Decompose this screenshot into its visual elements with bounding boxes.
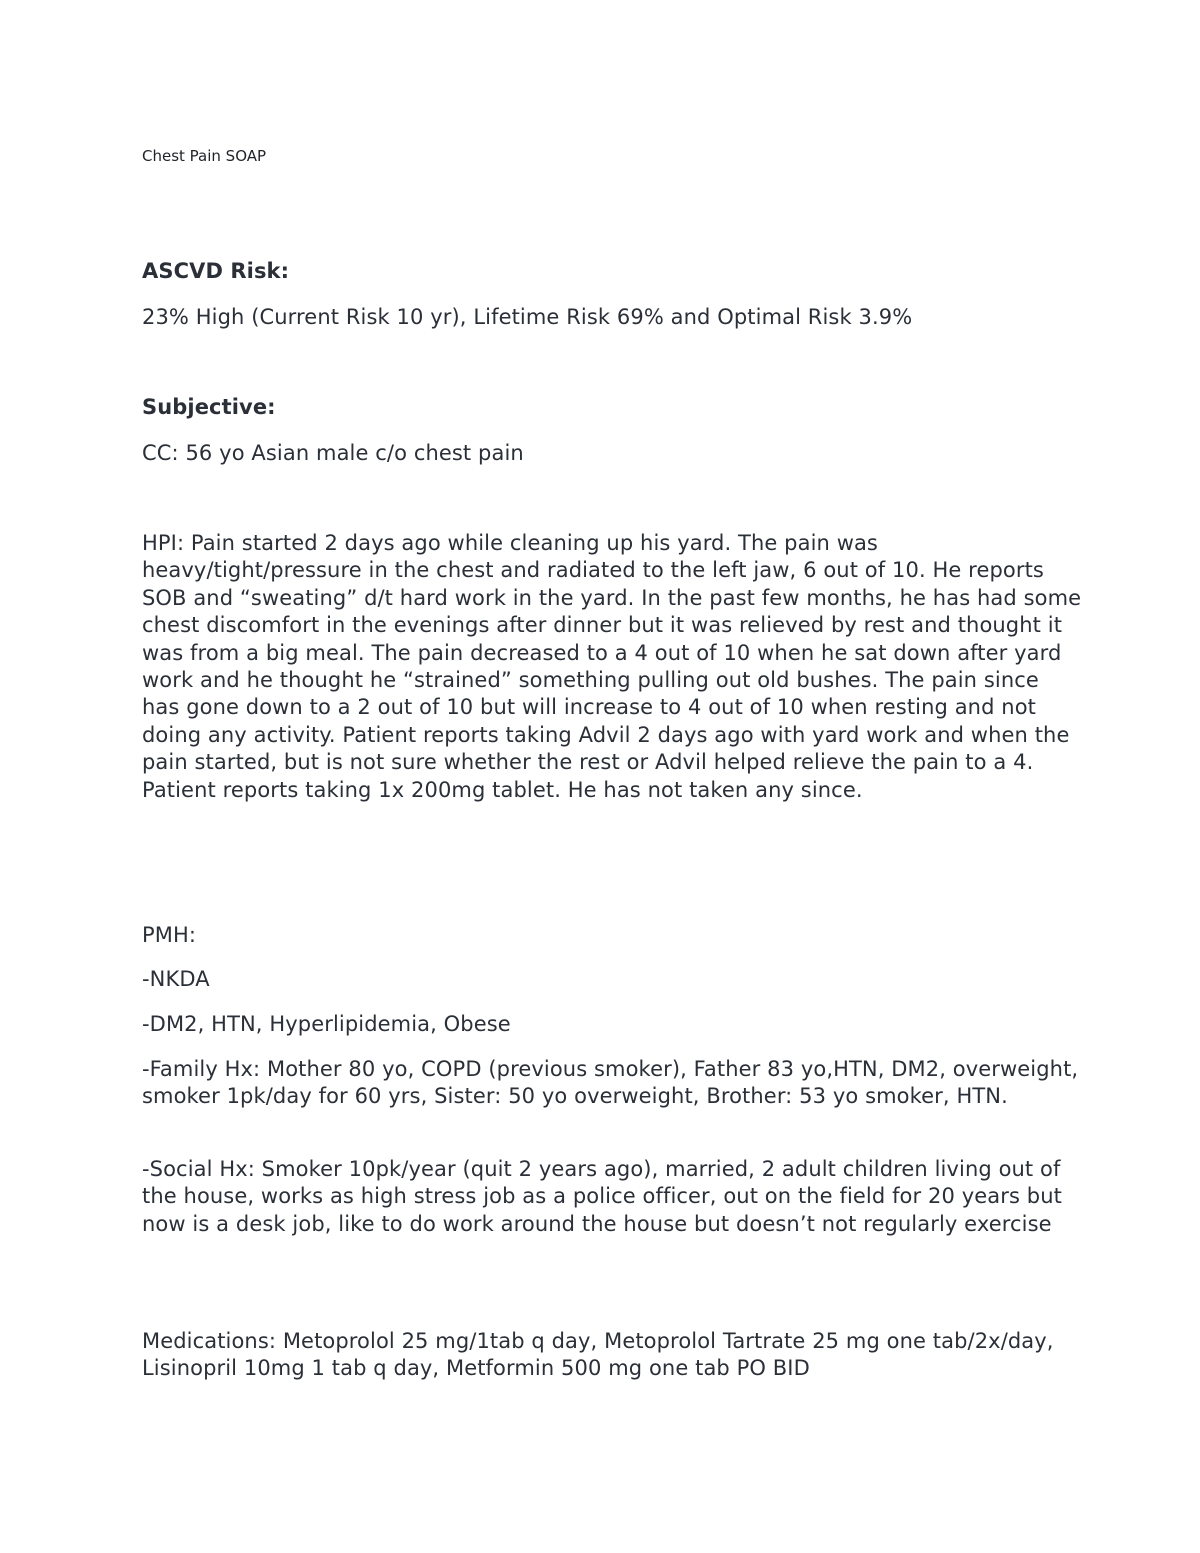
document-title: Chest Pain SOAP	[142, 147, 267, 165]
pmh-conditions: -DM2, HTN, Hyperlipidemia, Obese	[142, 1012, 511, 1036]
pmh-family-history: -Family Hx: Mother 80 yo, COPD (previous smoker), Father 83 yo,HTN, DM2, overweight, smoker 1pk/day for 60 yrs, Sister: 50 yo overweight, Brother: 53 yo smoker, HTN.	[142, 1057, 1079, 1109]
medications-paragraph: Medications: Metoprolol 25 mg/1tab q day, Metoprolol Tartrate 25 mg one tab/2x/day, Lisinopril 10mg 1 tab q day, Metformin 500 mg one tab PO BID	[142, 1329, 1054, 1381]
pmh-heading: PMH:	[142, 923, 197, 947]
ascvd-heading: ASCVD Risk:	[142, 259, 290, 283]
hpi-paragraph: HPI: Pain started 2 days ago while cleaning up his yard. The pain was heavy/tight/pressure in the chest and radiated to the left jaw, 6 out of 10. He reports SOB and “sweating” d/t hard work in the yard. In the past few months, he has had some chest discomfort in the evenings after dinner but it was relieved by rest and thought it was from a big meal. The pain decreased to a 4 out of 10 when he sat down after yard work and he thought he “strained” something pulling out old bushes. The pain since has gone down to a 2 out of 10 but will increase to 4 out of 10 when resting and not doing any activity. Patient reports taking Advil 2 days ago with yard work and when the pain started, but is not sure whether the rest or Advil helped relieve the pain to a 4. Patient reports taking 1x 200mg tablet. He has not taken any since.	[142, 531, 1082, 802]
chief-complaint: CC: 56 yo Asian male c/o chest pain	[142, 441, 524, 465]
pmh-social-history: -Social Hx: Smoker 10pk/year (quit 2 years ago), married, 2 adult children living out of the house, works as high stress job as a police officer, out on the field for 20 years but now is a desk job, like to do work around the house but doesn’t not regularly exercise	[142, 1157, 1062, 1236]
pmh-allergies: -NKDA	[142, 967, 210, 991]
ascvd-risk-text: 23% High (Current Risk 10 yr), Lifetime Risk 69% and Optimal Risk 3.9%	[142, 305, 913, 329]
subjective-heading: Subjective:	[142, 395, 276, 419]
